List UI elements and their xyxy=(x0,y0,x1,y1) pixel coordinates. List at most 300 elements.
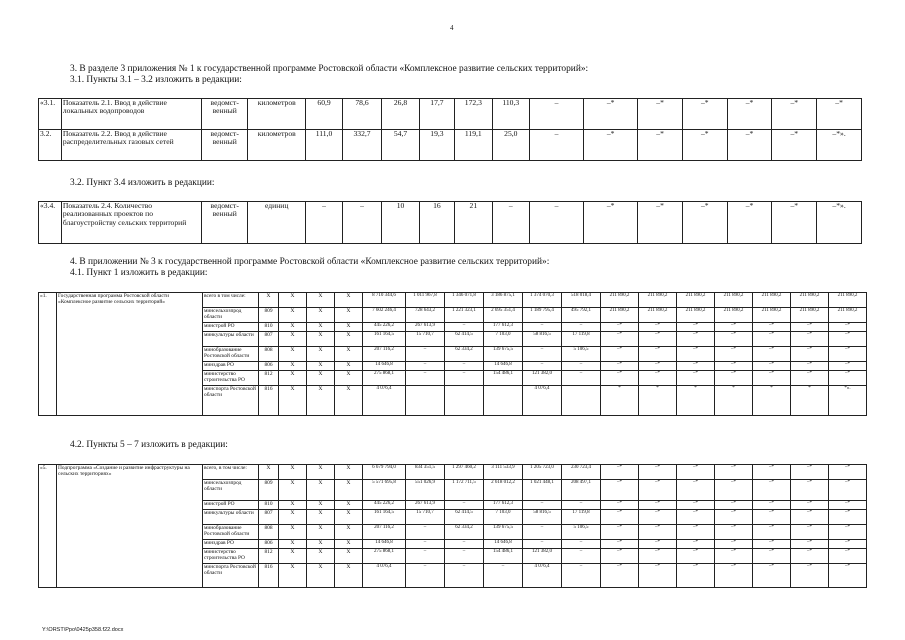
amount-cell: –* xyxy=(601,540,639,549)
value-cell: 172,3 xyxy=(455,99,492,130)
amount-cell: 211 890,2 xyxy=(639,293,677,308)
amount-cell: –* xyxy=(639,564,677,588)
heading-section-4-1: 4.1. Пункт 1 изложить в редакции: xyxy=(70,268,208,278)
amount-cell: 17 119,8 xyxy=(562,510,601,525)
value-cell: 25,0 xyxy=(492,130,529,161)
classifier-cell: X xyxy=(279,347,307,362)
unit-cell: километров xyxy=(248,130,306,161)
amount-cell: 14 646,8 xyxy=(363,362,406,371)
amount-cell: –* xyxy=(829,501,867,510)
amount-cell: 4 076,4 xyxy=(363,386,406,416)
page-number: 4 xyxy=(450,24,454,32)
amount-cell: 2 695 351,4 xyxy=(484,308,523,323)
indicators-table-3-4 xyxy=(38,201,862,244)
classifier-cell: X xyxy=(279,549,307,564)
amount-cell: 7 602 246,4 xyxy=(363,308,406,323)
amount-cell: –* xyxy=(601,362,639,371)
row-number: «3.4. xyxy=(39,202,62,244)
amount-cell: 1 189 795,4 xyxy=(523,308,562,323)
classifier-cell: X xyxy=(335,293,363,308)
amount-cell: –* xyxy=(829,323,867,332)
amount-cell: –* xyxy=(791,501,829,510)
value-cell: –*». xyxy=(817,202,862,244)
program-name: Подпрограмма «Создание и развитие инфраструктуры на сельских территориях» xyxy=(57,465,203,588)
amount-cell xyxy=(562,386,601,416)
responsible-executor: минспорта Ростовской области xyxy=(203,386,259,416)
value-cell: –* xyxy=(682,99,727,130)
amount-cell: 7 103,0 xyxy=(484,510,523,525)
amount-cell: – xyxy=(406,371,445,386)
budget-code: 809 xyxy=(259,480,279,501)
amount-cell: 17 119,8 xyxy=(562,332,601,347)
amount-cell: 211 890,2 xyxy=(753,308,791,323)
amount-cell: –* xyxy=(601,480,639,501)
responsible-executor: минобразование Ростовской области xyxy=(203,525,259,540)
amount-cell: – xyxy=(406,564,445,588)
amount-cell: –* xyxy=(753,480,791,501)
amount-cell: –* xyxy=(791,564,829,588)
amount-cell: –* xyxy=(715,332,753,347)
amount-cell: – xyxy=(445,501,484,510)
amount-cell: *». xyxy=(829,386,867,416)
amount-cell: 139 675,5 xyxy=(484,347,523,362)
amount-cell: – xyxy=(562,564,601,588)
value-cell: –* xyxy=(772,202,817,244)
classifier-cell: X xyxy=(335,465,363,480)
classifier-cell: X xyxy=(279,480,307,501)
amount-cell: –* xyxy=(677,549,715,564)
amount-cell: – xyxy=(523,347,562,362)
amount-cell: –* xyxy=(601,510,639,525)
amount-cell: 3 186 875,1 xyxy=(484,293,523,308)
amount-cell: – xyxy=(445,564,484,588)
value-cell: 26,8 xyxy=(382,99,419,130)
amount-cell: –* xyxy=(753,362,791,371)
amount-cell: 1 346 071,8 xyxy=(445,293,484,308)
amount-cell: * xyxy=(639,386,677,416)
heading-section-3: 3. В разделе 3 приложения № 1 к государственной программе Ростовской области «Комплексное развитие сельских территорий»: xyxy=(70,64,589,74)
amount-cell: 211 890,2 xyxy=(677,293,715,308)
responsible-executor: всего, в том числе: xyxy=(203,465,259,480)
amount-cell: –* xyxy=(639,480,677,501)
classifier-cell: X xyxy=(335,323,363,332)
budget-code: 812 xyxy=(259,371,279,386)
classifier-cell: X xyxy=(335,549,363,564)
amount-cell: –* xyxy=(601,549,639,564)
budget-code: 808 xyxy=(259,347,279,362)
amount-cell: – xyxy=(523,362,562,371)
amount-cell: –* xyxy=(677,540,715,549)
amount-cell: 211 890,2 xyxy=(677,308,715,323)
classifier-cell: X xyxy=(335,564,363,588)
amount-cell: 495 792,1 xyxy=(562,308,601,323)
budget-code: 806 xyxy=(259,540,279,549)
amount-cell: 211 890,2 xyxy=(715,293,753,308)
classifier-cell: X xyxy=(279,564,307,588)
responsible-executor: минкультуры области xyxy=(203,510,259,525)
row-number: 3.2. xyxy=(39,130,62,161)
value-cell: –* xyxy=(638,99,683,130)
amount-cell: –* xyxy=(829,347,867,362)
classifier-cell: X xyxy=(279,323,307,332)
value-cell: –*». xyxy=(817,130,862,161)
amount-cell: –* xyxy=(715,480,753,501)
amount-cell: 3 111 533,9 xyxy=(484,465,523,480)
amount-cell: –* xyxy=(715,501,753,510)
value-cell: 78,6 xyxy=(342,99,382,130)
table-row xyxy=(39,130,862,161)
classifier-cell: X xyxy=(279,386,307,416)
indicator-name: Показатель 2.4. Количество реализованных проектов по благоустройству сельских территорий xyxy=(61,202,201,244)
value-cell: –* xyxy=(638,202,683,244)
amount-cell: –* xyxy=(715,371,753,386)
table-row xyxy=(39,293,867,308)
value-cell: –* xyxy=(584,202,638,244)
amount-cell: 211 890,2 xyxy=(791,308,829,323)
amount-cell: –* xyxy=(753,540,791,549)
amount-cell: 518 018,4 xyxy=(562,293,601,308)
amount-cell: –* xyxy=(639,362,677,371)
amount-cell: –* xyxy=(829,465,867,480)
expenditures-table-1 xyxy=(38,292,867,416)
classifier-cell: X xyxy=(279,525,307,540)
indicator-type: ведомст-венный xyxy=(202,99,248,130)
classifier-cell: X xyxy=(307,323,335,332)
amount-cell: –* xyxy=(601,564,639,588)
amount-cell: 6 679 794,0 xyxy=(363,465,406,480)
value-cell: –* xyxy=(682,202,727,244)
budget-code: 816 xyxy=(259,564,279,588)
amount-cell: –* xyxy=(639,347,677,362)
responsible-executor: минстрой РО xyxy=(203,323,259,332)
amount-cell: –* xyxy=(791,525,829,540)
indicators-table-3-1 xyxy=(38,98,862,161)
amount-cell: –* xyxy=(791,362,829,371)
classifier-cell: X xyxy=(279,293,307,308)
value-cell: –* xyxy=(727,99,772,130)
responsible-executor: минздрав РО xyxy=(203,362,259,371)
amount-cell: 15 710,7 xyxy=(406,510,445,525)
amount-cell: – xyxy=(562,540,601,549)
classifier-cell: X xyxy=(307,293,335,308)
amount-cell: 121 382,0 xyxy=(523,549,562,564)
responsible-executor: минсельхозпрод области xyxy=(203,308,259,323)
amount-cell: – xyxy=(484,564,523,588)
amount-cell: – xyxy=(523,323,562,332)
amount-cell: – xyxy=(562,549,601,564)
value-cell: 54,7 xyxy=(382,130,419,161)
amount-cell: 1 205 723,0 xyxy=(523,465,562,480)
amount-cell: 177 612,3 xyxy=(484,323,523,332)
amount-cell: –* xyxy=(715,525,753,540)
amount-cell: 208 497,1 xyxy=(562,480,601,501)
amount-cell: –* xyxy=(753,371,791,386)
amount-cell: –* xyxy=(753,501,791,510)
amount-cell: 267 613,9 xyxy=(406,323,445,332)
amount-cell: 5 106,5 xyxy=(562,525,601,540)
amount-cell: –* xyxy=(829,564,867,588)
amount-cell: –* xyxy=(791,332,829,347)
table-row xyxy=(39,99,862,130)
value-cell: 60,9 xyxy=(306,99,342,130)
classifier-cell: X xyxy=(307,564,335,588)
amount-cell: – xyxy=(445,323,484,332)
amount-cell: –* xyxy=(829,371,867,386)
amount-cell: 5 106,5 xyxy=(562,347,601,362)
amount-cell: –* xyxy=(753,332,791,347)
amount-cell: 211 890,2 xyxy=(715,308,753,323)
classifier-cell: X xyxy=(279,362,307,371)
amount-cell: –* xyxy=(677,332,715,347)
classifier-cell: X xyxy=(307,501,335,510)
amount-cell: 267 613,9 xyxy=(406,501,445,510)
amount-cell: – xyxy=(406,549,445,564)
indicator-name: Показатель 2.2. Ввод в действие распределительных газовых сетей xyxy=(61,130,201,161)
amount-cell: –* xyxy=(677,323,715,332)
indicator-type: ведомст-венный xyxy=(202,202,248,244)
responsible-executor: минспорта Ростовской области xyxy=(203,564,259,588)
value-cell: 21 xyxy=(455,202,492,244)
amount-cell: – xyxy=(562,323,601,332)
classifier-cell: X xyxy=(335,510,363,525)
value-cell: – xyxy=(530,130,584,161)
amount-cell: 1 011 967,8 xyxy=(406,293,445,308)
classifier-cell: X xyxy=(335,332,363,347)
amount-cell: – xyxy=(406,525,445,540)
amount-cell: – xyxy=(406,540,445,549)
amount-cell: 1 221 323,1 xyxy=(445,308,484,323)
amount-cell: 207 116,2 xyxy=(363,347,406,362)
amount-cell: –* xyxy=(829,332,867,347)
amount-cell: –* xyxy=(791,540,829,549)
amount-cell: – xyxy=(445,371,484,386)
amount-cell: 445 226,2 xyxy=(363,323,406,332)
amount-cell: 4 076,4 xyxy=(523,564,562,588)
amount-cell: 139 675,5 xyxy=(484,525,523,540)
amount-cell: * xyxy=(677,386,715,416)
amount-cell: 1 374 070,3 xyxy=(523,293,562,308)
classifier-cell: X xyxy=(335,540,363,549)
amount-cell: –* xyxy=(601,501,639,510)
budget-code: 810 xyxy=(259,323,279,332)
amount-cell: –* xyxy=(715,540,753,549)
amount-cell: –* xyxy=(639,549,677,564)
amount-cell: 14 646,8 xyxy=(484,362,523,371)
value-cell: 19,3 xyxy=(419,130,454,161)
indicator-name: Показатель 2.1. Ввод в действие локальных водопроводов xyxy=(61,99,201,130)
amount-cell: 15 710,7 xyxy=(406,332,445,347)
value-cell: –* xyxy=(682,130,727,161)
budget-code: 812 xyxy=(259,549,279,564)
table-row xyxy=(39,202,862,244)
responsible-executor: всего в том числе: xyxy=(203,293,259,308)
amount-cell: –* xyxy=(639,371,677,386)
classifier-cell: X xyxy=(279,332,307,347)
amount-cell: 211 890,2 xyxy=(791,293,829,308)
amount-cell: –* xyxy=(715,510,753,525)
amount-cell: * xyxy=(715,386,753,416)
value-cell: – xyxy=(492,202,529,244)
row-number: «5. xyxy=(39,465,57,588)
amount-cell: 275 868,1 xyxy=(363,371,406,386)
amount-cell: 2 618 012,2 xyxy=(484,480,523,501)
budget-code: X xyxy=(259,293,279,308)
amount-cell: * xyxy=(791,386,829,416)
amount-cell: – xyxy=(445,362,484,371)
amount-cell: 834 351,5 xyxy=(406,465,445,480)
amount-cell: – xyxy=(562,371,601,386)
amount-cell: –* xyxy=(829,510,867,525)
classifier-cell: X xyxy=(307,347,335,362)
classifier-cell: X xyxy=(279,540,307,549)
indicator-type: ведомст-венный xyxy=(202,130,248,161)
amount-cell: –* xyxy=(753,564,791,588)
value-cell: – xyxy=(342,202,382,244)
amount-cell: –* xyxy=(715,549,753,564)
amount-cell: –* xyxy=(639,510,677,525)
classifier-cell: X xyxy=(307,510,335,525)
amount-cell: –* xyxy=(715,564,753,588)
amount-cell: 58 816,5 xyxy=(523,510,562,525)
amount-cell: –* xyxy=(791,480,829,501)
value-cell: –* xyxy=(817,99,862,130)
value-cell: –* xyxy=(584,99,638,130)
classifier-cell: X xyxy=(279,371,307,386)
responsible-executor: минобразование Ростовской области xyxy=(203,347,259,362)
value-cell: –* xyxy=(584,130,638,161)
amount-cell: –* xyxy=(601,525,639,540)
amount-cell: – xyxy=(406,347,445,362)
amount-cell: 211 890,2 xyxy=(829,293,867,308)
classifier-cell: X xyxy=(279,465,307,480)
amount-cell: 5 571 695,8 xyxy=(363,480,406,501)
amount-cell: –* xyxy=(715,362,753,371)
amount-cell: – xyxy=(523,540,562,549)
amount-cell: –* xyxy=(753,549,791,564)
amount-cell: –* xyxy=(677,564,715,588)
amount-cell: – xyxy=(562,362,601,371)
file-path-footer: Y:\ORST\Ppo\0425p358.f22.docx xyxy=(42,627,124,633)
program-name: Государственная программа Ростовской области «Комплексное развитие сельских территорий» xyxy=(57,293,203,416)
amount-cell: –* xyxy=(829,549,867,564)
value-cell: –* xyxy=(727,130,772,161)
responsible-executor: министерство строительства РО xyxy=(203,371,259,386)
classifier-cell: X xyxy=(307,549,335,564)
amount-cell: –* xyxy=(639,332,677,347)
heading-section-3-2: 3.2. Пункт 3.4 изложить в редакции: xyxy=(70,178,215,188)
amount-cell: – xyxy=(406,362,445,371)
amount-cell: 551 026,9 xyxy=(406,480,445,501)
value-cell: 111,0 xyxy=(306,130,342,161)
amount-cell: –* xyxy=(639,323,677,332)
amount-cell: –* xyxy=(639,540,677,549)
amount-cell: –* xyxy=(677,362,715,371)
amount-cell: – xyxy=(523,525,562,540)
budget-code: X xyxy=(259,465,279,480)
amount-cell: –* xyxy=(601,332,639,347)
classifier-cell: X xyxy=(307,332,335,347)
amount-cell: 121 382,0 xyxy=(523,371,562,386)
amount-cell: –* xyxy=(639,465,677,480)
amount-cell: –* xyxy=(677,465,715,480)
responsible-executor: минстрой РО xyxy=(203,501,259,510)
heading-section-4-2: 4.2. Пункты 5 – 7 изложить в редакции: xyxy=(70,440,228,450)
amount-cell: 62 334,2 xyxy=(445,525,484,540)
amount-cell: 1 021 448,1 xyxy=(523,480,562,501)
classifier-cell: X xyxy=(335,347,363,362)
table-row xyxy=(39,465,867,480)
amount-cell: 62 414,5 xyxy=(445,510,484,525)
value-cell: –* xyxy=(727,202,772,244)
value-cell: –* xyxy=(638,130,683,161)
amount-cell: 177 612,3 xyxy=(484,501,523,510)
expenditures-table-5 xyxy=(38,464,867,588)
amount-cell: –* xyxy=(753,525,791,540)
amount-cell: –* xyxy=(601,371,639,386)
responsible-executor: минсельхозпрод области xyxy=(203,480,259,501)
amount-cell: 4 076,4 xyxy=(363,564,406,588)
amount-cell: –* xyxy=(677,510,715,525)
amount-cell: 4 076,4 xyxy=(523,386,562,416)
amount-cell: 230 723,4 xyxy=(562,465,601,480)
amount-cell: 8 710 344,6 xyxy=(363,293,406,308)
amount-cell: –* xyxy=(791,323,829,332)
amount-cell: – xyxy=(562,501,601,510)
responsible-executor: минздрав РО xyxy=(203,540,259,549)
amount-cell: –* xyxy=(753,323,791,332)
amount-cell xyxy=(445,386,484,416)
value-cell: –* xyxy=(772,99,817,130)
budget-code: 807 xyxy=(259,332,279,347)
amount-cell: 211 890,2 xyxy=(829,308,867,323)
budget-code: 808 xyxy=(259,525,279,540)
amount-cell: 14 646,8 xyxy=(363,540,406,549)
classifier-cell: X xyxy=(335,371,363,386)
amount-cell: –* xyxy=(601,465,639,480)
value-cell: –* xyxy=(772,130,817,161)
unit-cell: единиц xyxy=(248,202,306,244)
classifier-cell: X xyxy=(307,362,335,371)
value-cell: – xyxy=(530,202,584,244)
amount-cell: * xyxy=(753,386,791,416)
unit-cell: километров xyxy=(248,99,306,130)
value-cell: – xyxy=(530,99,584,130)
amount-cell: –* xyxy=(829,480,867,501)
amount-cell: –* xyxy=(601,347,639,362)
amount-cell: 211 890,2 xyxy=(601,293,639,308)
amount-cell: 62 334,2 xyxy=(445,347,484,362)
value-cell: 119,1 xyxy=(455,130,492,161)
amount-cell: –* xyxy=(791,465,829,480)
amount-cell xyxy=(406,386,445,416)
classifier-cell: X xyxy=(307,386,335,416)
amount-cell: 445 226,2 xyxy=(363,501,406,510)
classifier-cell: X xyxy=(335,362,363,371)
amount-cell: –* xyxy=(753,347,791,362)
amount-cell: – xyxy=(523,501,562,510)
amount-cell: –* xyxy=(791,510,829,525)
amount-cell: –* xyxy=(753,510,791,525)
amount-cell: 211 890,2 xyxy=(753,293,791,308)
amount-cell: –* xyxy=(829,362,867,371)
amount-cell: 161 164,5 xyxy=(363,510,406,525)
classifier-cell: X xyxy=(279,501,307,510)
responsible-executor: минкультуры области xyxy=(203,332,259,347)
amount-cell: 154 486,1 xyxy=(484,371,523,386)
amount-cell: –* xyxy=(791,549,829,564)
budget-code: 806 xyxy=(259,362,279,371)
classifier-cell: X xyxy=(307,371,335,386)
